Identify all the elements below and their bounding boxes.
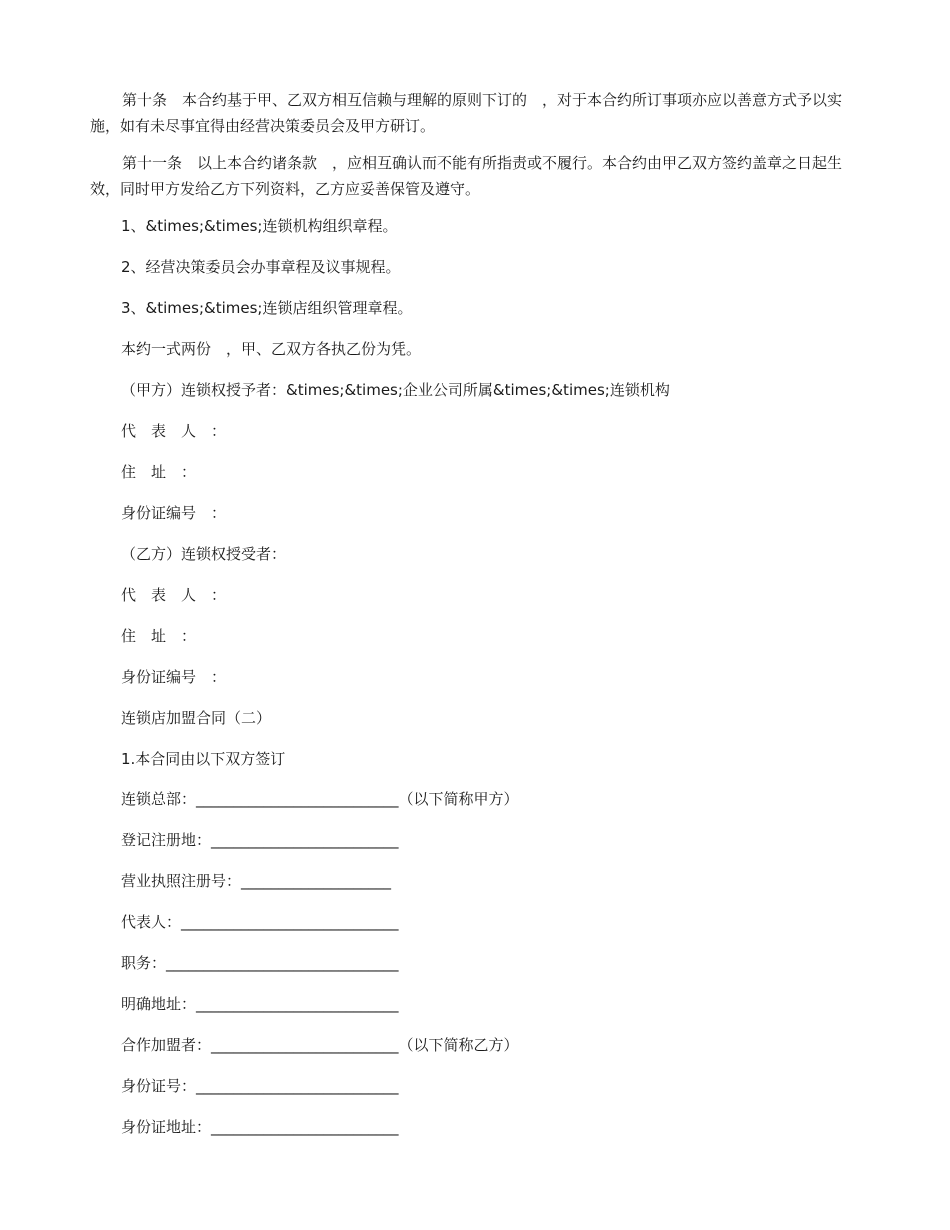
list-item-1: 1、&times;&times;连锁机构组织章程。 <box>121 217 398 235</box>
contract-2-title: 连锁店加盟合同（二） <box>121 709 272 727</box>
list-item-2: 2、经营决策委员会办事章程及议事规程。 <box>121 258 401 276</box>
article-10-paragraph: 第十条 本合约基于甲、乙双方相互信赖与理解的原则下订的 ，对于本合约所订事项亦应以善意方式予以实施，如有未尽事宜得由经营决策委员会及甲方研订。 <box>90 91 843 135</box>
party-b-representative: 代 表 人 ： <box>121 586 227 604</box>
field-id-number: 身份证号：___________________________ <box>121 1077 399 1095</box>
field-position: 职务：_______________________________ <box>121 954 399 972</box>
party-a-address: 住 址 ： <box>121 463 197 481</box>
field-representative: 代表人：_____________________________ <box>121 913 399 931</box>
field-headquarters: 连锁总部：___________________________（以下简称甲方） <box>121 790 519 808</box>
field-id-address: 身份证地址：_________________________ <box>121 1118 399 1136</box>
party-a-representative: 代 表 人 ： <box>121 422 227 440</box>
party-b-address: 住 址 ： <box>121 627 197 645</box>
field-business-license-number: 营业执照注册号：____________________ <box>121 872 392 890</box>
party-a-line: （甲方）连锁权授予者：&times;&times;企业公司所属&times;&times;连锁机构 <box>121 381 670 399</box>
party-a-id-number: 身份证编号 ： <box>121 504 227 522</box>
list-item-3: 3、&times;&times;连锁店组织管理章程。 <box>121 299 413 317</box>
copies-statement: 本约一式两份 ，甲、乙双方各执乙份为凭。 <box>121 340 422 358</box>
field-franchisee: 合作加盟者：_________________________（以下简称乙方） <box>121 1036 519 1054</box>
article-11-paragraph: 第十一条 以上本合约诸条款 ，应相互确认而不能有所指责或不履行。本合约由甲乙双方签约盖章之日起生效，同时甲方发给乙方下列资料，乙方应妥善保管及遵守。 <box>90 154 843 198</box>
field-address: 明确地址：___________________________ <box>121 995 399 1013</box>
field-registration-place: 登记注册地：_________________________ <box>121 831 399 849</box>
party-b-id-number: 身份证编号 ： <box>121 668 227 686</box>
contract-2-item-1: 1.本合同由以下双方签订 <box>121 750 286 768</box>
party-b-line: （乙方）连锁权授受者： <box>121 545 287 563</box>
